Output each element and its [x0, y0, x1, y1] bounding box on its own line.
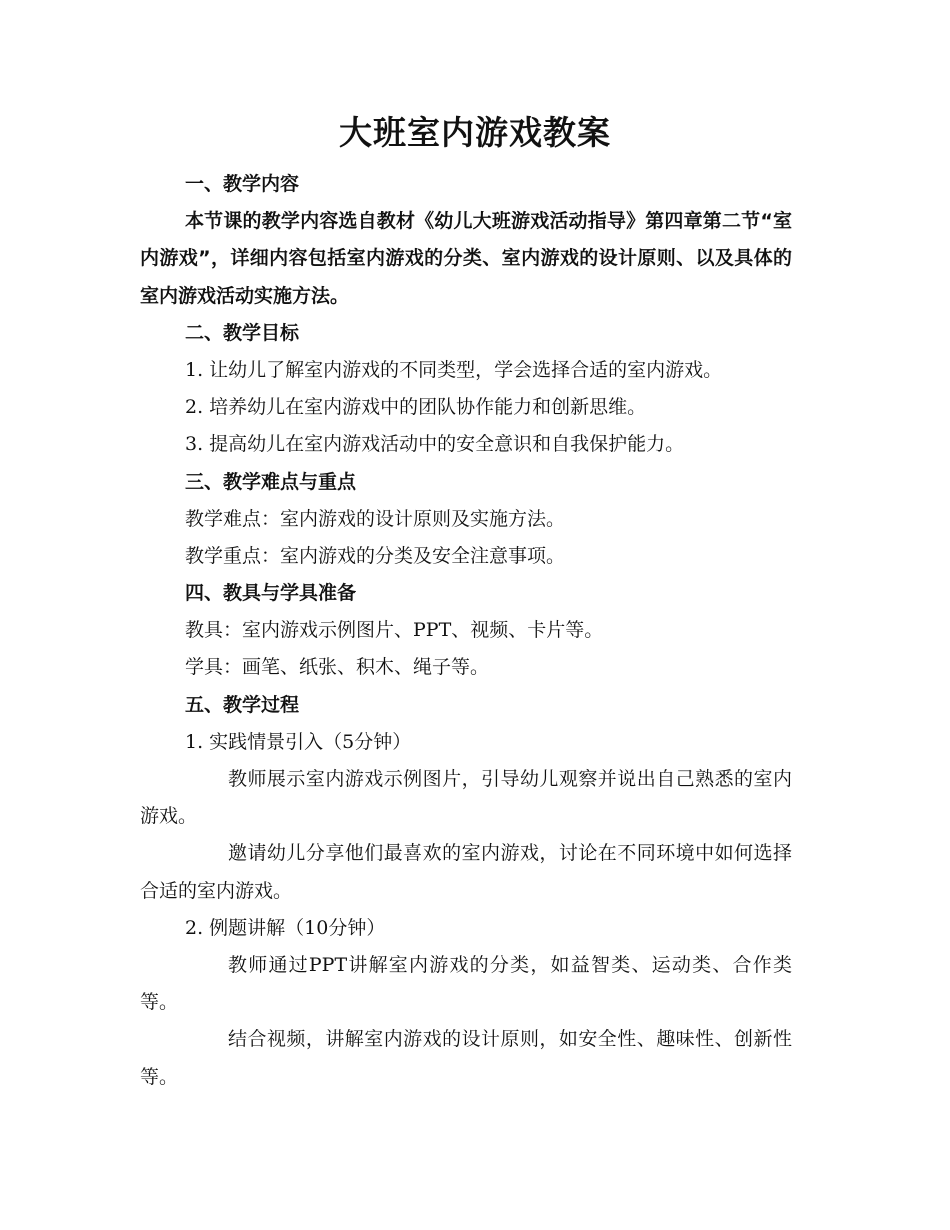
- objective-item-3: 3. 提高幼儿在室内游戏活动中的安全意识和自我保护能力。: [185, 433, 685, 456]
- step-1-paragraph-1: 教师展示室内游戏示例图片，引导幼儿观察并说出自己熟悉的室内游戏。: [140, 768, 792, 828]
- teacher-tools-text: 教具：室内游戏示例图片、PPT、视频、卡片等。: [185, 619, 604, 642]
- section-heading-process: 五、教学过程: [185, 693, 300, 716]
- section-heading-difficulty: 三、教学难点与重点: [185, 470, 357, 493]
- document-title: 大班室内游戏教案: [339, 113, 611, 152]
- objective-item-2: 2. 培养幼儿在室内游戏中的团队协作能力和创新思维。: [185, 396, 647, 419]
- step-2-paragraph-1: 教师通过PPT讲解室内游戏的分类，如益智类、运动类、合作类等。: [140, 954, 792, 1014]
- content-paragraph: 本节课的教学内容选自教材《幼儿大班游戏活动指导》第四章第二节“室内游戏”，详细内容包括室内游戏的分类、室内游戏的设计原则、以及具体的室内游戏活动实施方法。: [140, 210, 792, 307]
- focus-text: 教学重点：室内游戏的分类及安全注意事项。: [185, 544, 566, 567]
- student-tools-text: 学具：画笔、纸张、积木、绳子等。: [185, 656, 490, 679]
- section-heading-tools: 四、教具与学具准备: [185, 582, 357, 605]
- step-1-title: 1. 实践情景引入（5分钟）: [185, 730, 412, 753]
- objective-item-1: 1. 让幼儿了解室内游戏的不同类型，学会选择合适的室内游戏。: [185, 358, 723, 381]
- difficulty-text: 教学难点：室内游戏的设计原则及实施方法。: [185, 507, 566, 530]
- step-2-paragraph-2: 结合视频，讲解室内游戏的设计原则，如安全性、趣味性、创新性等。: [140, 1028, 792, 1088]
- step-2-title: 2. 例题讲解（10分钟）: [185, 916, 386, 939]
- step-1-paragraph-2: 邀请幼儿分享他们最喜欢的室内游戏，讨论在不同环境中如何选择合适的室内游戏。: [140, 842, 792, 902]
- section-heading-content: 一、教学内容: [185, 173, 300, 195]
- document-body: [140, 166, 792, 1096]
- section-heading-objectives: 二、教学目标: [185, 321, 300, 344]
